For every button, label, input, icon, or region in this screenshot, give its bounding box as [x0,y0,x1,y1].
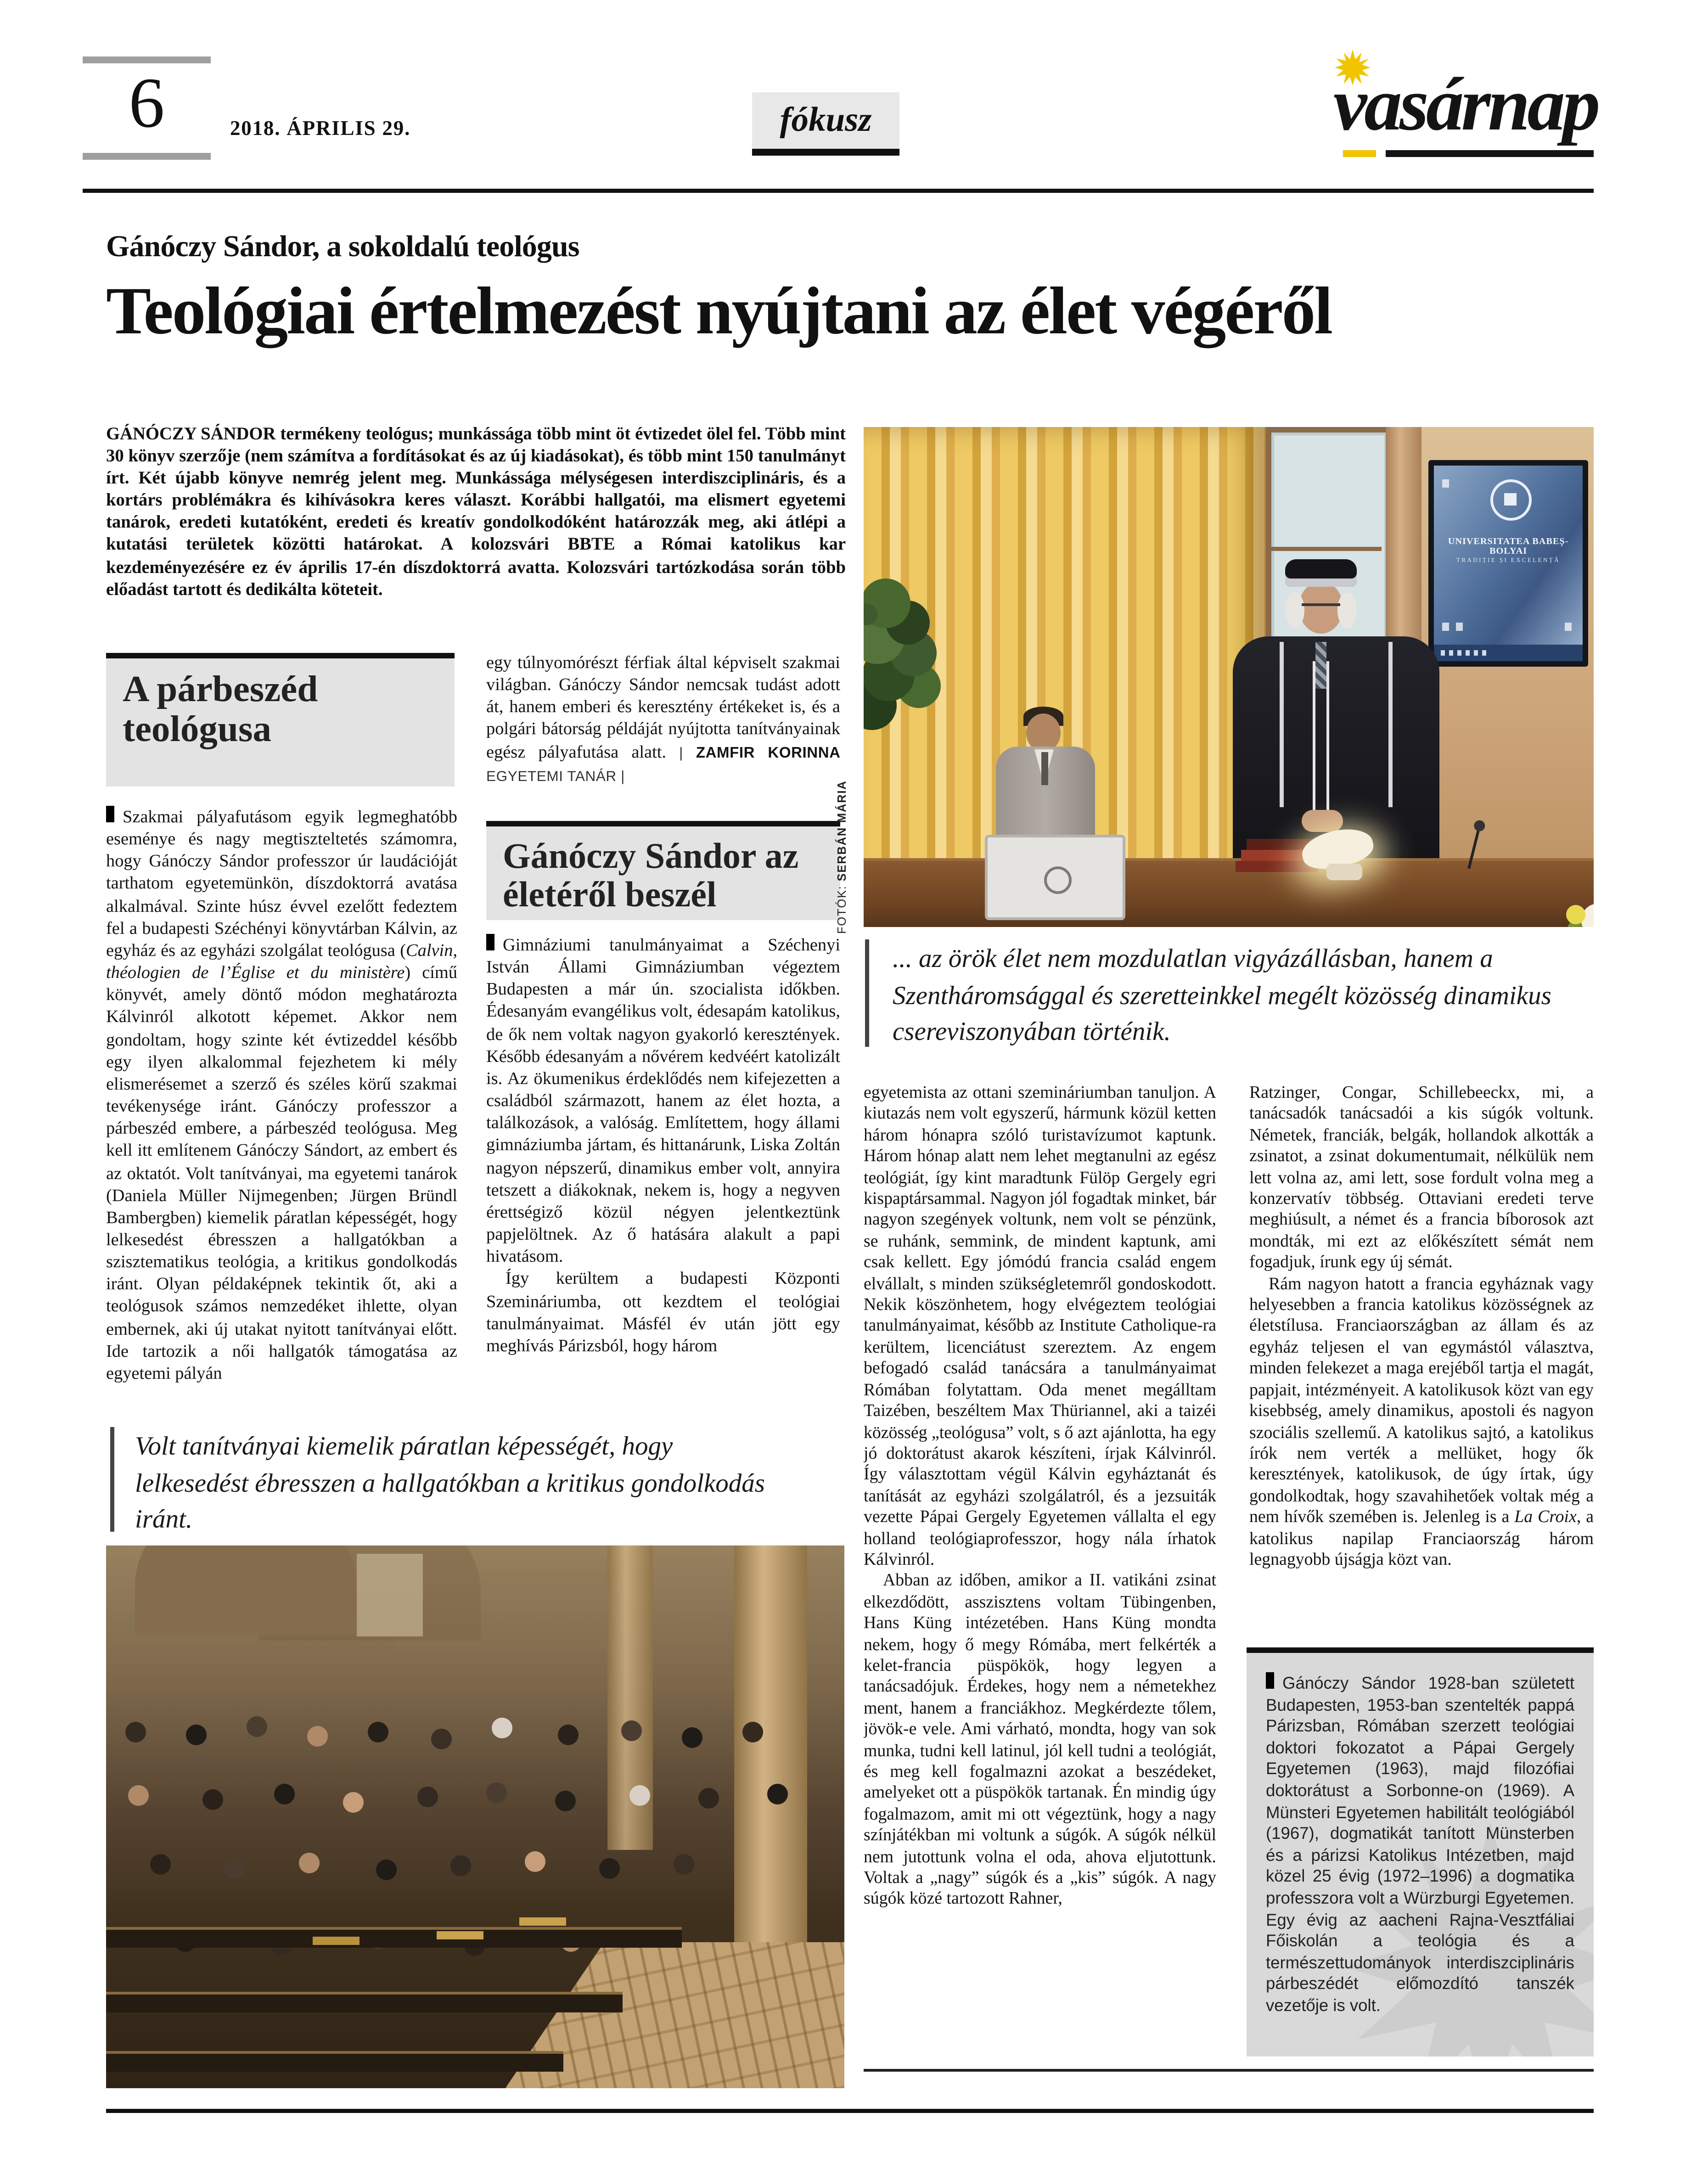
pew-row [106,1929,682,1947]
photo-credit-label: FOTÓK: [835,881,848,934]
bio-box-rule [1247,1647,1594,1653]
paragraph-marker [486,934,494,950]
column-a [864,1083,1216,2069]
paragraph [486,652,840,788]
flowers [1566,905,1585,924]
left-heading-box [106,658,455,787]
desktop-icon [1565,623,1572,631]
audience-heads [125,1722,146,1742]
byline-role: EGYETEMI TANÁR | [486,768,625,785]
book-title: Calvin, théologien de l’Église et du ministère [106,940,457,983]
desktop-icon [1456,623,1463,631]
middle-heading-rule [486,821,840,826]
left-section-heading: A párbeszéd teológusa [123,668,318,750]
dell-laptop [985,835,1125,920]
professor-gown-trim [1271,642,1401,807]
paragraph-text: Rám nagyon hatott a francia egyháznak vagy helyesebben a francia katolikus közösségnek az életstílusa. Franciaországban az állam és az egyház teljesen el van egymástól választva, minden felekezet a maga erejéből tartja el magát, papjait, intézményeit. A katolikusok közt van egy kisebbség, amely dinamikus, apostoli és nagyon szociális szellemű. A katolikus sajtó, a katolikus írók nem verték a mellüket, hogy ők keresztények, katolikusok, de úgy írtak, úgy gondolkodtak, hogy szavahihetőek voltak még a nem hívők szemében is. Jelenleg is a [1249,1273,1594,1527]
paragraph-marker [1266,1672,1274,1689]
professor-glasses [1302,603,1340,606]
article-lead [106,423,846,600]
paragraph [1249,1274,1594,1571]
brand-underline [1386,150,1594,157]
page-number-top-bar [83,56,211,63]
page-bottom-rule [106,2109,1594,2113]
tv-screen-title: UNIVERSITATEA BABEȘ-BOLYAI [1448,537,1569,556]
bio-box [1247,1653,1594,2057]
byline-separator: | [679,744,696,761]
page-number: 6 [129,65,165,143]
paragraph-text: ) című könyvét, amely döntő módon meghatározta Kálvinról alkotott képemet. Akkor nem gondoltam, hogy szinte két évtizeddel később egy ilyen alkalommal fejezhetem ki mély elismerésemet a szerző és széles körű szakmai tevékenysége iránt. Gánóczy professzor a párbeszéd embere, a párbeszéd teológusa. Meg kell itt említenem Gánóczy Sándort, az embert és az oktatót. Volt tanítványai, ma egyetemi tanárok (Daniela Müller Nijmegenben; Jürgen Bründl Bambergben) kiemelik páratlan képességét, hogy lelkesedést ébresszen a hallgatókban a szisztematikus teológia, a kritikus gondolkodás iránt. Olyan példaképnek tekintik őt, aki a teológusok számos nemzedéket ihlette, olyan embernek, aki új utakat nyitott tanítványai előtt. Ide tartozik a női hallgatók támogatása az egyetemi pályán [106,963,457,1383]
middle-column-top [486,652,840,788]
professor-head [1299,581,1343,634]
professor-tie [1315,642,1326,689]
left-column-body [106,806,457,1408]
lead-text: termékeny teológus; munkássága több mint öt évtizedet ölel fel. Több mint 30 könyv szerzője (nem számítva a fordításokat és az új kiadásokat), és több mint 150 tanulmányt írt. Két újabb könyve nemrég jelent meg. Munkássága mélységesen interdiszciplináris, és a kortárs problémákra és kihívásokra keres választ. Korábbi hallgatói, ma elismert egyetemi tanárok, eredeti kutatóként, eredeti és kreatív gondolkodóként határozzák meg, aki átlépi a kutatási területek közötti határokat. A kolozsvári BBTE a Római katolikus kar kezdeményezésére ez év április 17-én díszdoktorrá avatta. Kolozsvári tartózkodása során több előadást tartott és dedikálta köteteit. [106,424,846,599]
tv-desktop [1434,466,1583,661]
professor-hair [1337,592,1357,628]
middle-section-heading: Gánóczy Sándor az életéről beszél [503,836,799,915]
hall-arches [135,1545,357,1635]
professor-academic-cap [1285,559,1357,587]
paragraph: Így kerültem a budapesti Központi Szemináriumba, ott kezdtem el teológiai tanulmányaimat. Másfél év után jött egy meghívás Párizsból, hogy három [486,1269,840,1355]
article-end-rule [864,2069,1594,2072]
paragraph [106,806,457,1384]
photo-ceremony [864,427,1594,927]
professor-hands [1302,810,1343,832]
wooden-column [734,1545,808,1958]
hall-window [357,1554,424,1636]
header-rule [83,189,1594,193]
pullquote-bar [110,1427,114,1532]
article-headline: Teológiai értelmezést nyújtani az élet végéről [106,273,1332,348]
article-kicker: Gánóczy Sándor, a sokoldalú teológus [106,229,579,263]
paragraph-text: Szakmai pályafutásom egyik legmeghatóbb eseménye és nagy megtiszteltetés számomra, hogy Gánóczy Sándor professzor úr laudációját tarthatom egyetemünkön, díszdoktorrá avatása alkalmával. Szinte húsz évvel ezelőtt fedeztem fel a budapesti Széchényi könyvtárban Kálvin, az egyház és az egyházi szolgálat teológusa ( [106,807,457,960]
section-label: fókusz [780,101,872,139]
pullquote-left: Volt tanítványai kiemelik páratlan képességét, hogy lelkesedést ébresszen a hallgatókban a kritikus gondolkodás iránt. [135,1433,765,1534]
paragraph-text: Gimnáziumi tanulmányaimat a Széchenyi István Állami Gimnáziumban végeztem Budapesten a már ún. szocialista időkben. Édesanyám evangélikus volt, édesapám katolikus, de ők nem voltak nagyon gyakorló keresztények. Később édesanyám a nővérem kedvéért katolizált is. Az ökumenikus érdeklődés nem kifejezetten a családból származott, hanem az élet hozta, a találkozások, a valóság. Említettem, hogy állami gimnáziumba jártam, és hittanárunk, Liska Zoltán nagyon népszerű, dinamikus ember volt, annyira tetszett a diákoknak, nekem is, hogy a negyven érettségiző közül négyen jelentkeztünk papjelöltnek. Az ő hatására alakult a papi hivatásom. [486,935,840,1266]
photo-credit [835,727,848,934]
middle-heading-box [486,826,840,920]
brand-wordmark: vasárnap [1333,62,1598,146]
newspaper-title: La Croix [1514,1507,1577,1527]
desktop-icon [1442,479,1449,488]
photo-tv-screen [1428,460,1588,667]
seated-man-tie [1041,752,1048,785]
bio-text-block [1266,1672,1574,2017]
issue-date: 2018. ÁPRILIS 29. [230,118,411,140]
tv-screen-subtitle: TRADIȚIE ȘI EXCELENȚĂ [1456,556,1560,563]
photo-credit-name: SERBÁN MÁRIA [835,780,848,882]
chair-gilding [519,1917,566,1925]
tv-taskbar [1434,645,1583,661]
pullquote-right: ... az örök élet nem mozdulatlan vigyázállásban, hanem a Szentháromsággal és szeretteinkkel megélt közösség dinamikus csereviszonyában történik. [893,945,1551,1047]
left-heading-rule [106,653,455,658]
bio-text: Gánóczy Sándor 1928-ban született Budapesten, 1953-ban szentelték pappá Párizsban, Rómában szerzett teológiai doktori fokozatot a Pápai Gergely Egyetemen (1963), majd filozófiai doktorátust a Sorbonne-on (1969). A Münsteri Egyetemen habilitált teológiából (1967), dogmatikát tanított Münsterben és a párizsi Katolikus Intézetben, majd közel 25 évig (1972–1996) a dogmatika professzora volt a Würzburgi Egyetemen. Egy évig az aacheni Rajna-Vesztfáliai Főiskolán a teológia és a természettudományok interdiszciplináris párbeszédét előmozdító tanszék vezetője is volt. [1266,1674,1574,2015]
university-seal-icon [1490,479,1532,521]
wooden-column [608,1545,652,1849]
column-b [1249,1083,1594,1642]
middle-column-body [486,934,840,1408]
desk [864,861,1594,927]
lead-author-name: GÁNÓCZY SÁNDOR [106,424,276,444]
dell-logo-icon [1044,866,1072,894]
desktop-icon [1442,623,1449,631]
paragraph: Ratzinger, Congar, Schillebeeckx, mi, a tanácsadók tanácsadói a kis súgók voltunk. Németek, franciák, belgák, hollandok alkották a zsinatot, a zsinat dokumentumait, nélkülük nem lett volna az, ami lett, sose fordult volna meg a konzervatív többség. Ottaviani eredeti terve meghiúsult, a német és a francia bíborosok azt mondták, mi ezt az előkészített sémát nem fogadjuk, írunk egy új sémát. [1249,1083,1594,1272]
professor-hair [1285,592,1304,628]
brand-underline-accent [1343,150,1376,157]
byline-author: ZAMFIR KORINNA [696,744,840,761]
photo-window-bar [1265,547,1382,551]
photo-audience [106,1545,844,2088]
pew-row [106,2054,564,2072]
pullquote-bar [865,939,869,1047]
paragraph-text: egy túlnyomórészt férfiak által képviselt szakmai világban. Gánóczy Sándor nemcsak tudást adott át, hanem emberi és keresztény értékeket is, és a polgári bátorság példáját nyújtotta tanítványainak egész pályafutása alatt. [486,653,840,761]
paragraph [486,934,840,1268]
desk-lamp-base [1326,864,1362,880]
section-badge [752,92,899,156]
paragraph-marker [106,806,114,822]
paragraph-text: , a katolikus napilap Franciaország három legnagyobb újságja közt van. [1249,1507,1594,1569]
pew-row [106,1995,623,2012]
paragraph: Abban az időben, amikor a II. vatikáni zsinat elkezdődött, asszisztens voltam Tübingenben, Hans Küng intézetében. Hans Küng mondta nekem, hogy ő megy Rómába, mert felkérték a kelet-francia püspökök, hogy legyen a tanácsadójuk. Érdekes, hogy nem a németekhez ment, hanem a franciákhoz. Megkérdezte tőlem, jövök-e vele. Ami várható, mondta, hogy van sok munka, tudni kell latinul, jól kell tudni a teológiát, és meg kell fogalmazni azokat a beszédeket, amelyeket ott a püspökök tartanak. Én mindig úgy fogalmazom, amit mi ott végeztünk, hogy a nagy színjátékban mi voltunk a súgók. A súgók nélkül nem jutottunk volna el oda, ahova eljutottunk. Voltak a „nagy” súgók és a „kis” súgók. A nagy súgók közé tartozott Rahner, [864,1571,1216,1909]
page-number-bottom-bar [83,153,211,160]
paragraph: egyetemista az ottani szemináriumban tanuljon. A kiutazás nem volt egyszerű, hármunk közül ketten három hónapra szóló turistavízumot kaptunk. Három hónap alatt nem lehet megtanulni az egész teológiát, így kint maradtunk Fülöp Gergely egri kispaptársammal. Nagyon jól fogadtak minket, bár nagyon szegények voltunk, nem volt se pénzünk, se ruhánk, semmink, de mindent kaptunk, ami csak kellett. Egy jómódú francia család engem elvállalt, s minden szükségletemről gondoskodott. Nekik köszönhetem, hogy elvégeztem teológiai tanulmányaimat, később az Institute Catholique-ra kerültem, licenciátust szereztem. Az engem befogadó család tanácsára a tanulmányaimat Rómában folytattam. Oda menet megálltam Taizében, beszéltem Max Thüriannel, aki a taizéi közösség „teológusa” volt, s ő azt ajánlotta, ha egy jó doktorátust akarok készíteni, írjak Kálvinról. Így választottam végül Kálvin egyháztanát és tanítását az egyházi szolgálatról, és a jezsuiták vezette Pápai Gergely Egyetemen vállalta el egy holland teológiaprofesszor, hogy nála írhatok Kálvinról. [864,1083,1216,1569]
